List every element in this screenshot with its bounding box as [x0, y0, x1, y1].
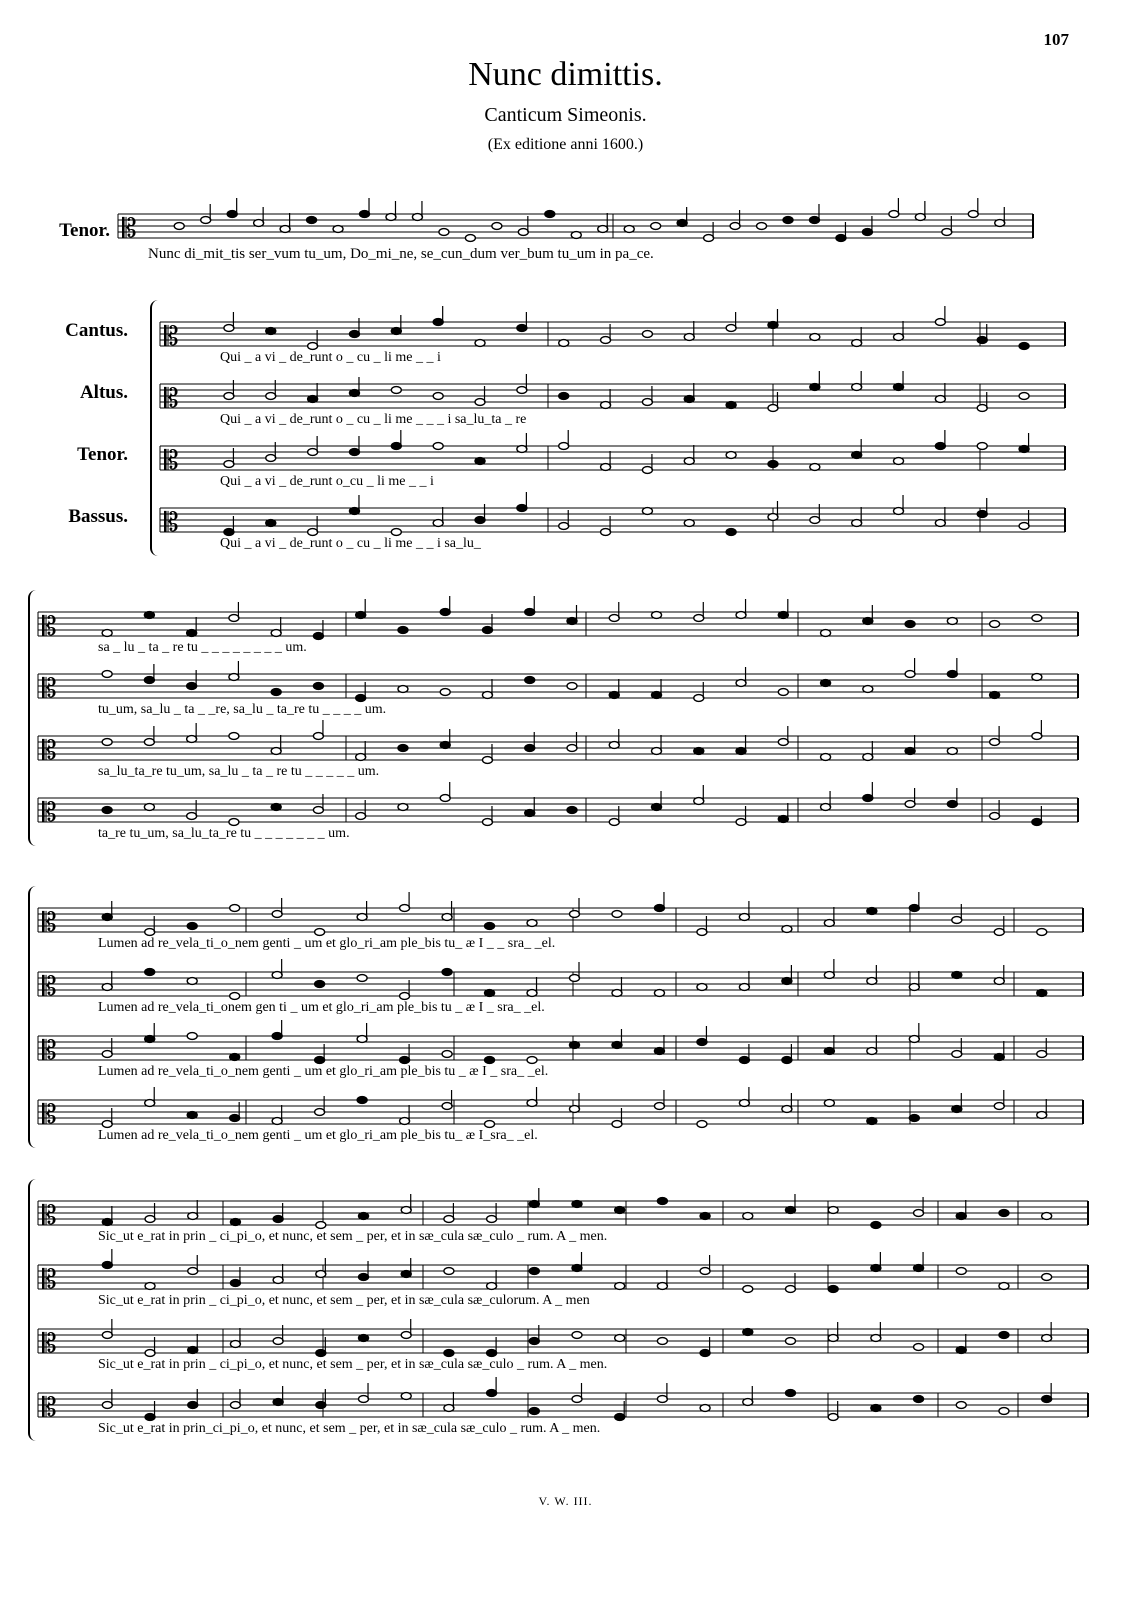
svg-text:𝄡: 𝄡	[42, 1393, 57, 1423]
lyric-line: sa _ lu _ ta _ re tu _ _ _ _ _ _ _ _ um.	[98, 640, 307, 655]
voice-label: Cantus.	[65, 320, 128, 341]
lyric-line: tu_um, sa_lu _ ta _ _re, sa_lu _ ta_re tu _ _ _ _ um.	[98, 702, 387, 717]
lyric-line: Sic_ut e_rat in prin _ ci_pi_o, et nunc, et sem _ per, et in sæ_cula sæ_culorum. A _ men	[98, 1293, 590, 1308]
lyric-line: ta_re tu_um, sa_lu_ta_re tu _ _ _ _ _ _ _ um.	[98, 826, 350, 841]
svg-text:𝄡: 𝄡	[164, 384, 179, 414]
svg-text:𝄡: 𝄡	[42, 612, 57, 642]
svg-text:𝄡: 𝄡	[122, 214, 137, 244]
system-brace	[28, 886, 36, 1148]
svg-text:𝄡: 𝄡	[164, 322, 179, 352]
lyric-line: Lumen ad re_vela_ti_o_nem genti _ um et glo_ri_am ple_bis tu_ æ I_sra_ _el.	[98, 1128, 538, 1143]
lyric-line: Qui _ a vi _ de_runt o _ cu _ li me _ _ i sa_lu_	[220, 536, 481, 551]
system-brace	[28, 1179, 36, 1441]
intonation-lyrics: Nunc di_mit_tis ser_vum tu_um, Do_mi_ne, se_cun_dum ver_bum tu_um in pa_ce.	[148, 246, 654, 262]
lyric-line: Qui _ a vi _ de_runt o_cu _ li me _ _ i	[220, 474, 434, 489]
voice-label: Bassus.	[68, 506, 128, 527]
lyric-line: Sic_ut e_rat in prin _ ci_pi_o, et nunc, et sem _ per, et in sæ_cula sæ_culo _ rum. A _ men.	[98, 1229, 608, 1244]
lyric-line: Lumen ad re_vela_ti_onem gen ti _ um et glo_ri_am ple_bis tu _ æ I _ sra_ _el.	[98, 1000, 545, 1015]
page-footer: V. W. III.	[538, 1494, 593, 1508]
svg-text:𝄡: 𝄡	[42, 908, 57, 938]
page-title: Nunc dimittis.	[468, 56, 663, 93]
svg-text:𝄡: 𝄡	[42, 736, 57, 766]
lyric-line: Sic_ut e_rat in prin _ ci_pi_o, et nunc, et sem _ per, et in sæ_cula sæ_culo _ rum. A _ men.	[98, 1357, 608, 1372]
system-brace	[28, 590, 36, 846]
svg-text:𝄡: 𝄡	[42, 798, 57, 828]
lyric-line: Sic_ut e_rat in prin_ci_pi_o, et nunc, et sem _ per, et in sæ_cula sæ_culo _ rum. A _ men.	[98, 1421, 601, 1436]
lyric-line: Qui _ a vi _ de_runt o _ cu _ li me _ _ i	[220, 350, 441, 365]
svg-text:𝄡: 𝄡	[164, 446, 179, 476]
svg-text:𝄡: 𝄡	[42, 674, 57, 704]
svg-text:𝄡: 𝄡	[42, 1100, 57, 1130]
page-subtitle: Canticum Simeonis.	[484, 104, 647, 126]
lyric-line: sa_lu_ta_re tu_um, sa_lu _ ta _ re tu _ _ _ _ _ um.	[98, 764, 380, 779]
svg-text:𝄡: 𝄡	[42, 972, 57, 1002]
svg-text:𝄡: 𝄡	[42, 1265, 57, 1295]
svg-text:𝄡: 𝄡	[42, 1201, 57, 1231]
page-number: 107	[1043, 30, 1069, 49]
svg-text:𝄡: 𝄡	[42, 1329, 57, 1359]
voice-label: Altus.	[79, 382, 128, 403]
intonation-voice-label: Tenor.	[59, 220, 110, 241]
lyric-line: Lumen ad re_vela_ti_o_nem genti _ um et glo_ri_am ple_bis tu_ æ I _ _ sra_ _el.	[98, 936, 556, 951]
voice-label: Tenor.	[77, 444, 128, 465]
lyric-line: Qui _ a vi _ de_runt o _ cu _ li me _ _ _ i sa_lu_ta _ re	[220, 412, 527, 427]
svg-text:𝄡: 𝄡	[42, 1036, 57, 1066]
intonation-staff	[118, 210, 1033, 250]
svg-text:𝄡: 𝄡	[164, 508, 179, 538]
lyric-line: Lumen ad re_vela_ti_o_nem genti _ um et glo_ri_am ple_bis tu _ æ I _ sra_ _el.	[98, 1064, 549, 1079]
edition-note: (Ex editione anni 1600.)	[487, 136, 644, 153]
system-brace	[150, 300, 158, 556]
